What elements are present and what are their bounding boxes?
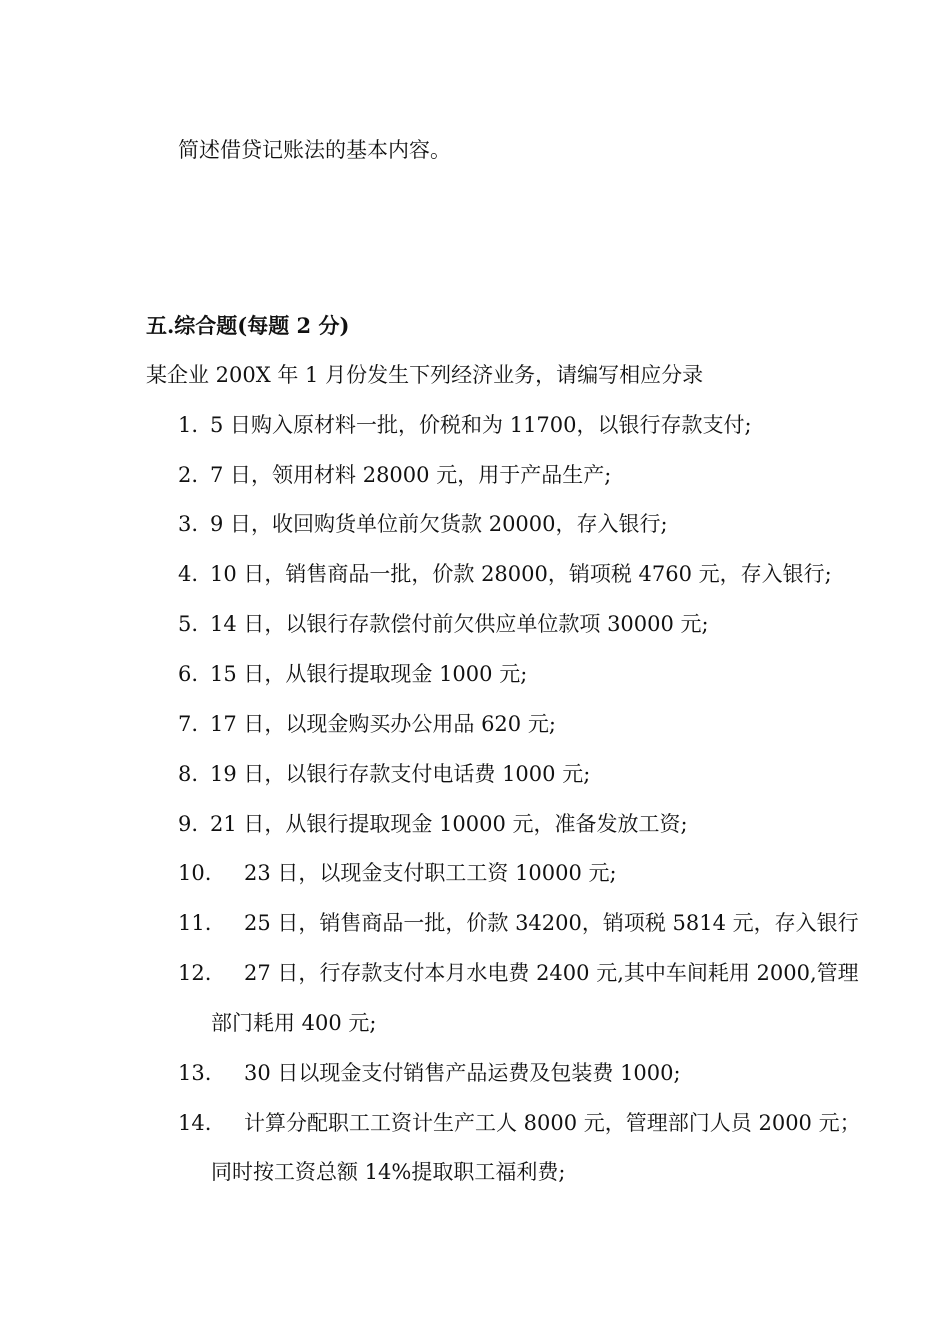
item-text: 14 日，以银行存款偿付前欠供应单位款项 30000 元; [210,612,709,636]
item-number: 13. [178,1061,212,1085]
item-text-continuation: 同时按工资总额 14%提取职工福利费; [211,1160,566,1184]
item-text: 30 日以现金支付销售产品运费及包装费 1000; [244,1061,681,1085]
item-number: 9. [178,812,199,836]
item-text: 23 日，以现金支付职工工资 10000 元; [244,861,617,885]
item-text: 27 日，行存款支付本月水电费 2400 元,其中车间耗用 2000,管理 [244,961,859,985]
item-text: 19 日，以银行存款支付电话费 1000 元; [210,762,591,786]
section-intro: 某企业 200X 年 1 月份发生下列经济业务，请编写相应分录 [146,363,704,387]
item-text: 计算分配职工工资计生产工人 8000 元，管理部门人员 2000 元； [244,1111,861,1135]
item-text: 21 日，从银行提取现金 10000 元，准备发放工资; [210,812,688,836]
item-text-continuation: 部门耗用 400 元; [211,1011,377,1035]
item-text: 15 日，从银行提取现金 1000 元; [210,662,528,686]
item-text: 9 日，收回购货单位前欠货款 20000，存入银行; [210,512,668,536]
item-number: 7. [178,712,199,736]
item-number: 12. [178,961,212,985]
item-number: 3. [178,512,199,536]
item-number: 14. [178,1111,212,1135]
item-text: 10 日，销售商品一批，价款 28000，销项税 4760 元，存入银行; [210,562,832,586]
item-number: 4. [178,562,199,586]
item-text: 17 日，以现金购买办公用品 620 元; [210,712,556,736]
item-text: 7 日，领用材料 28000 元，用于产品生产; [210,463,612,487]
question-text: 简述借贷记账法的基本内容。 [178,138,451,162]
item-number: 2. [178,463,199,487]
item-text: 25 日，销售商品一批，价款 34200，销项税 5814 元，存入银行 [244,911,859,935]
item-number: 10. [178,861,212,885]
item-text: 5 日购入原材料一批，价税和为 11700，以银行存款支付; [210,413,752,437]
item-number: 11. [178,911,212,935]
item-number: 1. [178,413,199,437]
item-number: 8. [178,762,199,786]
section-heading: 五.综合题(每题 2 分) [146,313,350,338]
item-number: 5. [178,612,199,636]
item-number: 6. [178,662,199,686]
